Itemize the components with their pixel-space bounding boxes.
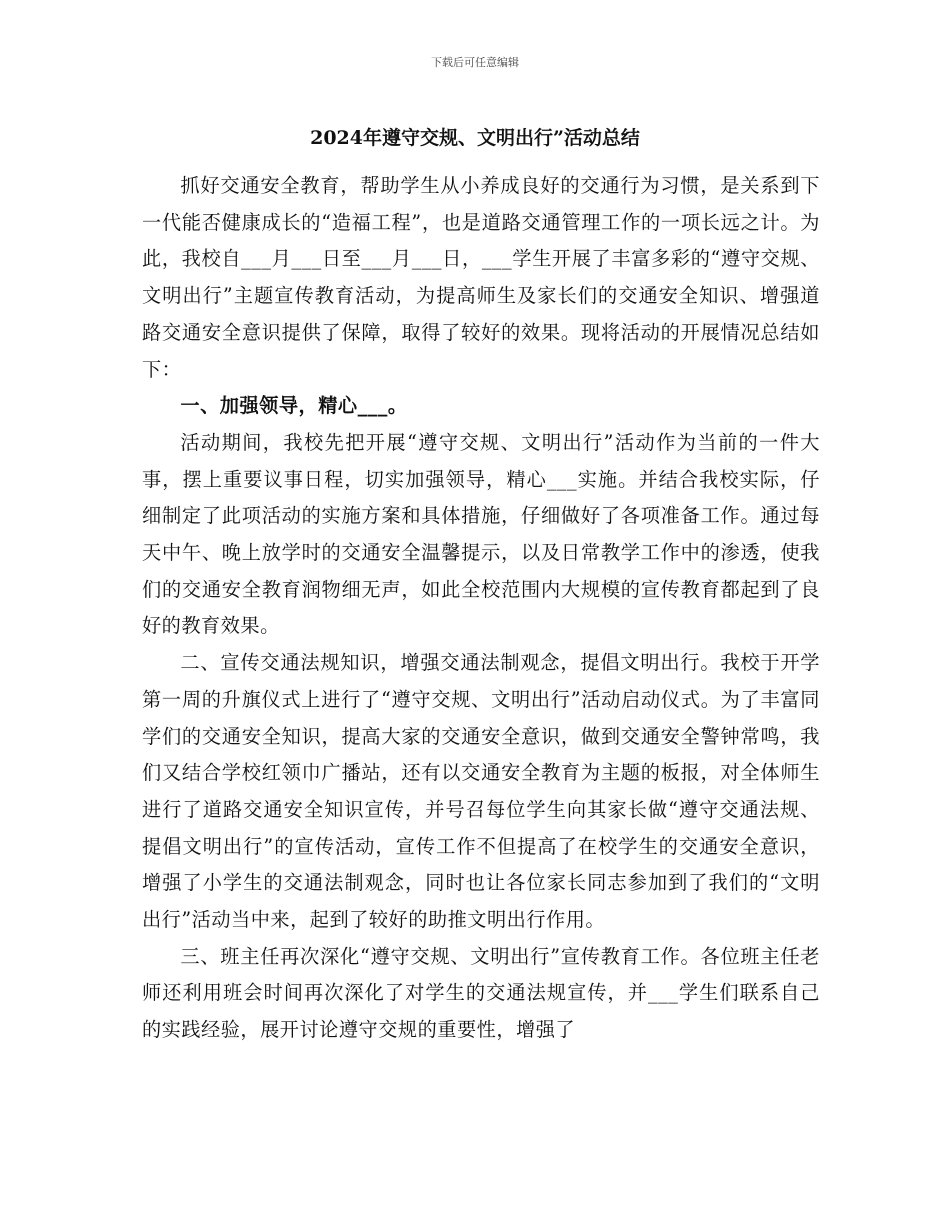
section-2-paragraph: 二、宣传交通法规知识，增强交通法制观念，提倡文明出行。我校于开学第一周的升旗仪式上进行了“遵守交规、文明出行”活动启动仪式。为了丰富同学们的交通安全知识，提高大家的交通安全意识，做到交通安全警钟常鸣，我们又结合学校红领巾广播站，还有以交通安全教育为主题的板报，对全体师生进行了道路交通安全知识宣传，并号召每位学生向其家长做“遵守交通法规、提倡文明出行”的宣传活动，宣传工作不但提高了在校学生的交通安全意识，增强了小学生的交通法制观念，同时也让各位家长同志参加到了我们的“文明出行”活动当中来，起到了较好的助推文明出行作用。: [142, 651, 820, 932]
document-title: 2024年遵守交规、文明出行”活动总结: [310, 127, 640, 149]
section-heading-1: 一、加强领导，精心___。: [180, 394, 408, 418]
section-1-paragraph: 活动期间，我校先把开展“遵守交规、文明出行”活动作为当前的一件大事，摆上重要议事日程，切实加强领导，精心___实施。并结合我校实际，仔细制定了此项活动的实施方案和具体措施，仔细做好了各项准备工作。通过每天中午、晚上放学时的交通安全温馨提示，以及日常教学工作中的渗透，使我们的交通安全教育润物细无声，如此全校范围内大规模的宣传教育都起到了良好的教育效果。: [142, 430, 820, 638]
document-body: [142, 168, 820, 1049]
section-3-paragraph: 三、班主任再次深化“遵守交规、文明出行”宣传教育工作。各位班主任老师还利用班会时间再次深化了对学生的交通法规宣传，并___学生们联系自己的实践经验，展开讨论遵守交规的重要性，增强了: [142, 944, 820, 1042]
intro-paragraph: 抓好交通安全教育，帮助学生从小养成良好的交通行为习惯，是关系到下一代能否健康成长的“造福工程”，也是道路交通管理工作的一项长远之计。为此，我校自___月___日至___月___日，___学生开展了丰富多彩的“遵守交规、文明出行”主题宣传教育活动，为提高师生及家长们的交通安全知识、增强道路交通安全意识提供了保障，取得了较好的效果。现将活动的开展情况总结如下：: [142, 174, 820, 381]
header-note: 下载后可任意编辑: [431, 56, 519, 69]
